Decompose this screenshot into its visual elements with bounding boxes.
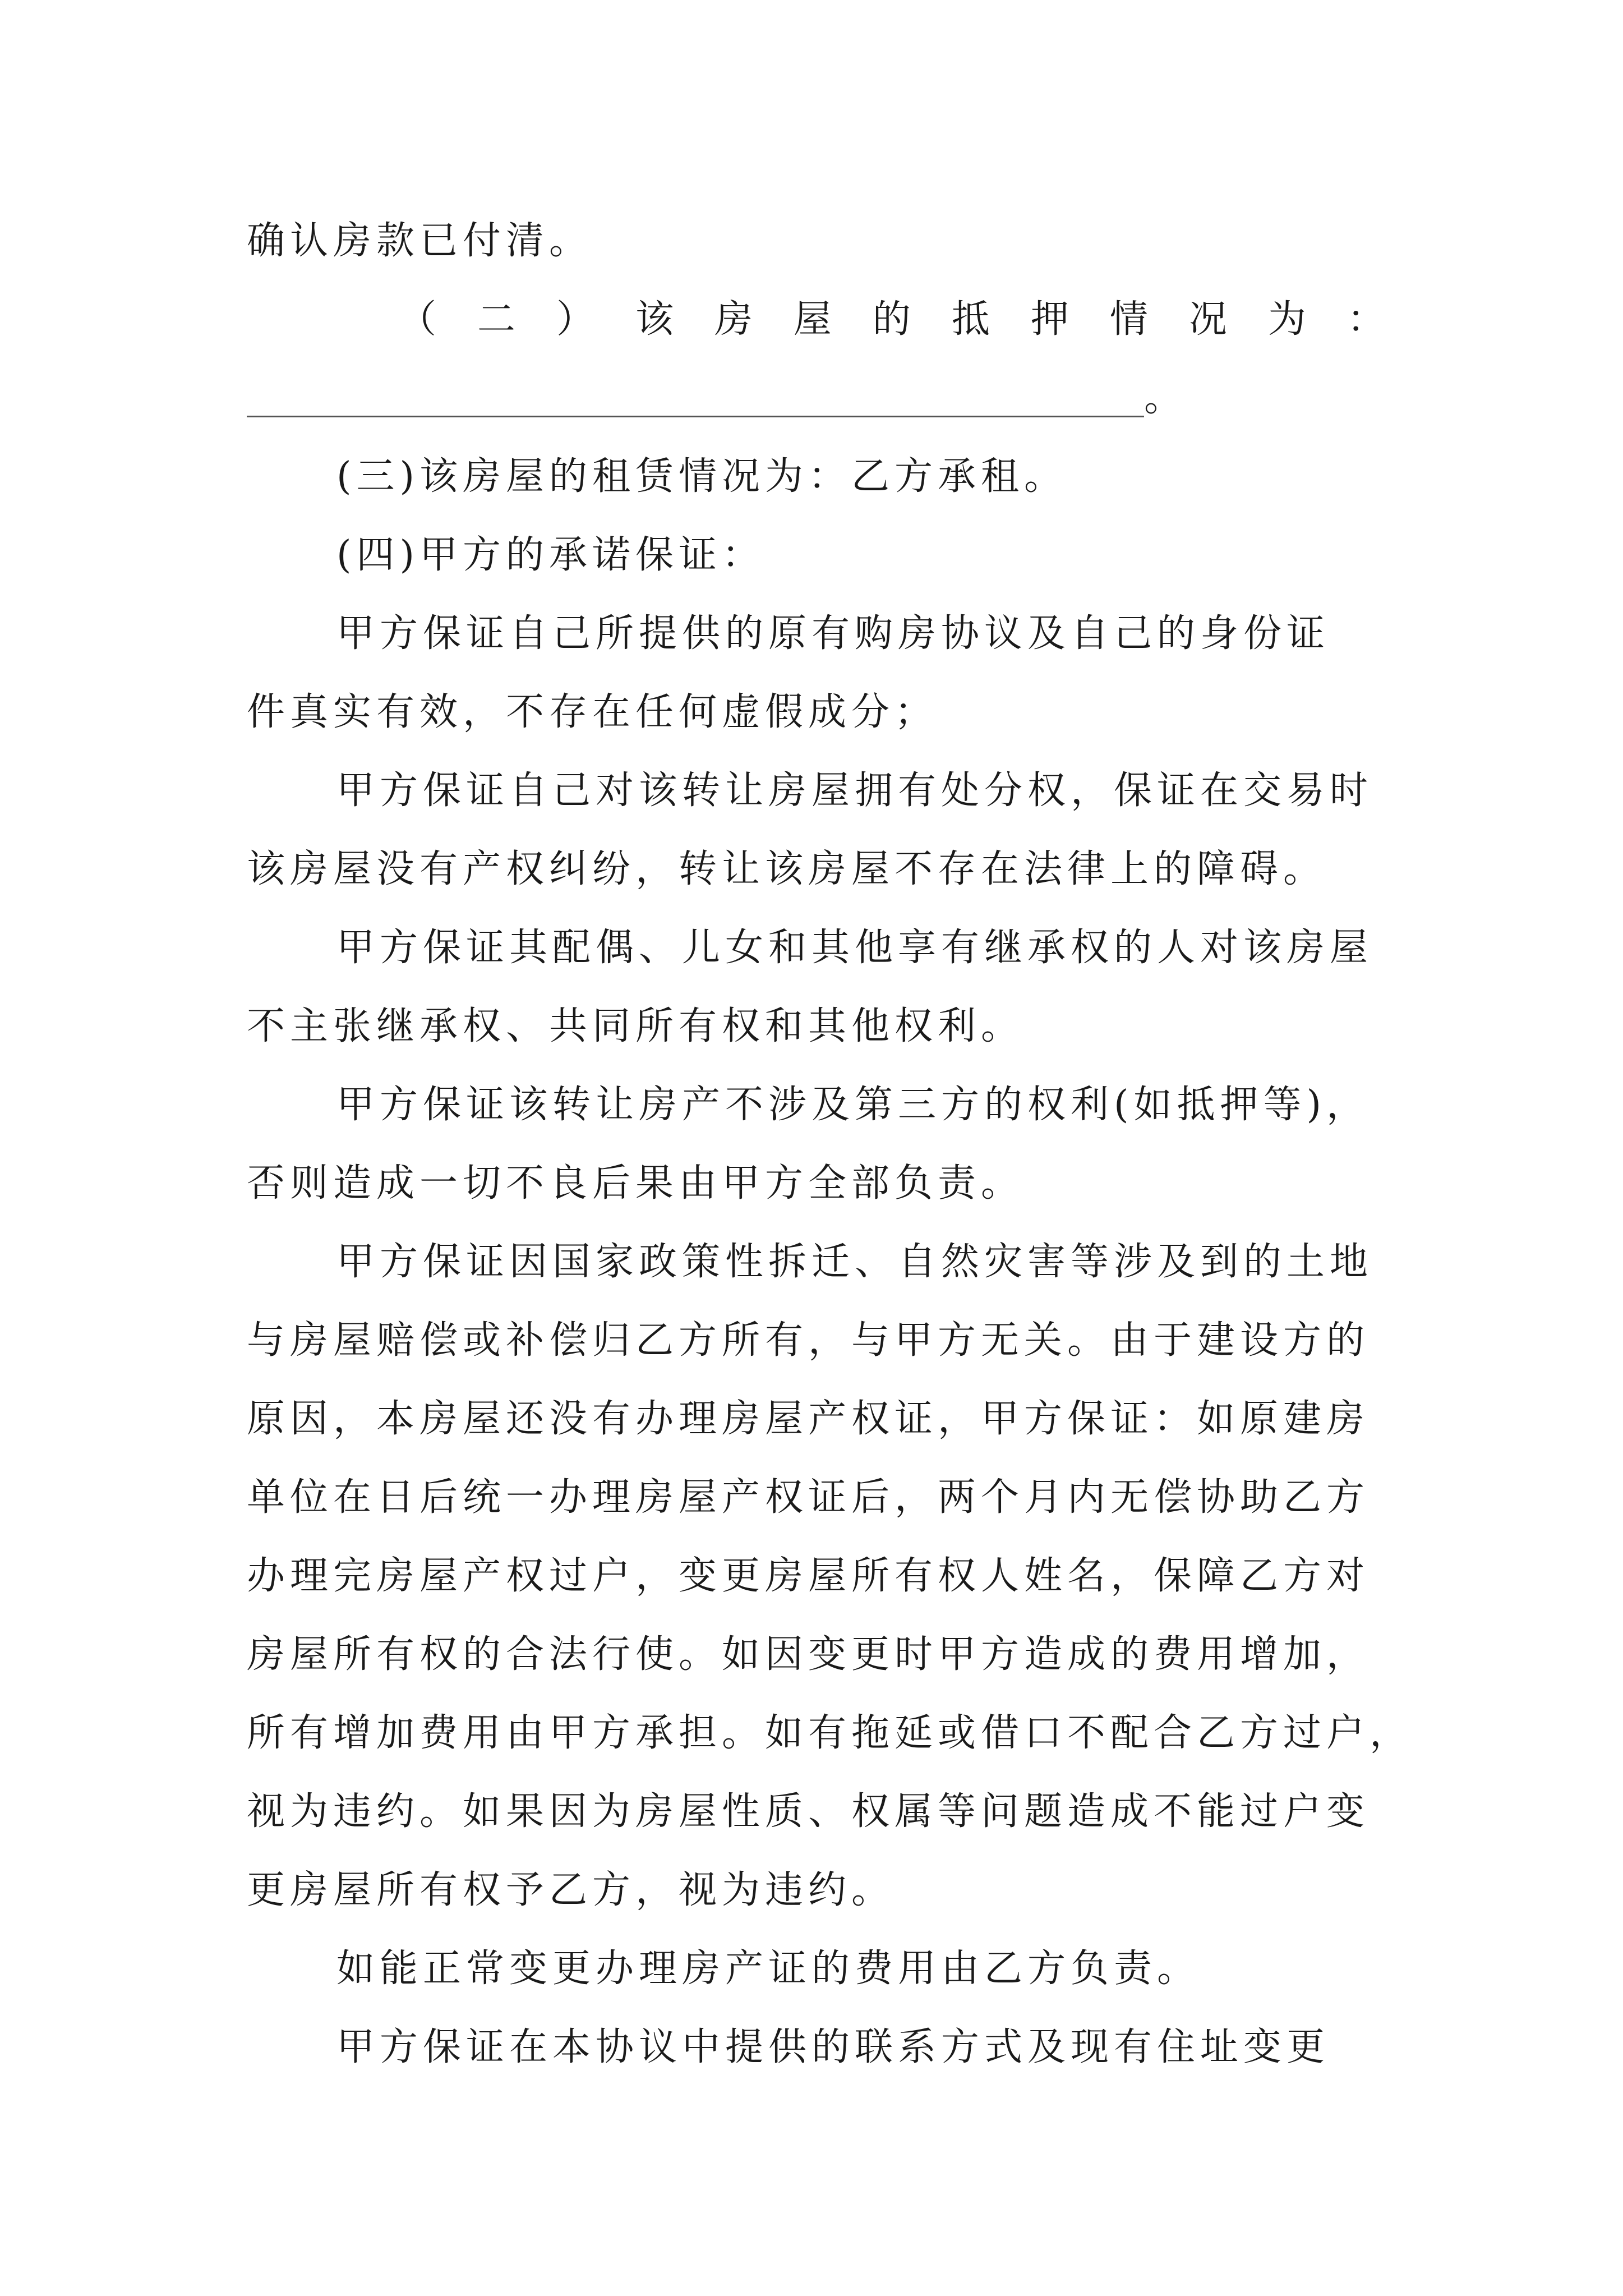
mortgage-blank-line: [247, 359, 1385, 438]
text-line: 办理完房屋产权过户，变更房屋所有权人姓名，保障乙方对: [247, 1554, 1370, 1598]
page-body: [247, 202, 1413, 2087]
mortgage-heading-line: [247, 280, 1385, 359]
char: 抵: [951, 297, 990, 342]
char: 屋: [793, 297, 832, 342]
text-line: 否则造成一切不良后果由甲方全部负责。: [247, 1161, 1025, 1205]
period: 。: [1144, 376, 1188, 420]
text-line: 确认房款已付清。: [247, 219, 593, 263]
char: 为: [1267, 297, 1306, 342]
fill-in-blank: [247, 376, 1144, 417]
text-line: 甲方保证其配偶、儿女和其他享有继承权的人对该房屋: [336, 926, 1373, 970]
text-line: (三)该房屋的租赁情况为：乙方承租。: [336, 454, 1068, 499]
text-line: 甲方保证自己所提供的原有购房协议及自己的身份证: [336, 611, 1330, 656]
char: ）: [556, 297, 594, 342]
char: 房: [714, 297, 753, 342]
text-line: 单位在日后统一办理房屋产权证后，两个月内无偿协助乙方: [247, 1475, 1370, 1520]
text-line: 所有增加费用由甲方承担。如有拖延或借口不配合乙方过户，: [247, 1711, 1413, 1755]
text-line: 甲方保证在本协议中提供的联系方式及现有住址变更: [336, 2025, 1330, 2069]
text-line: 甲方保证该转让房产不涉及第三方的权利(如抵押等)，: [336, 1083, 1370, 1127]
text-line: 件真实有效，不存在任何虚假成分；: [247, 690, 938, 734]
char: ：: [1347, 297, 1385, 342]
char: 的: [872, 297, 911, 342]
text-line: (四)甲方的承诺保证：: [336, 533, 766, 577]
text-line: 不主张继承权、共同所有权和其他权利。: [247, 1004, 1025, 1048]
text-line: 甲方保证自己对该转让房屋拥有处分权，保证在交易时: [336, 769, 1373, 813]
char: 该: [635, 297, 674, 342]
char: 况: [1188, 297, 1227, 342]
char: 二: [477, 297, 515, 342]
text-line: 甲方保证因国家政策性拆迁、自然灾害等涉及到的土地: [336, 1240, 1373, 1284]
char: （: [398, 297, 437, 342]
text-line: 更房屋所有权予乙方，视为违约。: [247, 1868, 895, 1912]
text-line: 房屋所有权的合法行使。如因变更时甲方造成的费用增加，: [247, 1632, 1370, 1677]
text-line: 与房屋赔偿或补偿归乙方所有，与甲方无关。由于建设方的: [247, 1318, 1370, 1363]
text-line: 原因，本房屋还没有办理房屋产权证，甲方保证：如原建房: [247, 1397, 1370, 1441]
char: 情: [1109, 297, 1148, 342]
text-line: 视为违约。如果因为房屋性质、权属等问题造成不能过户变: [247, 1789, 1370, 1834]
text-line: 如能正常变更办理房产证的费用由乙方负责。: [336, 1947, 1201, 1991]
char: 押: [1030, 297, 1069, 342]
text-line: 该房屋没有产权纠纷，转让该房屋不存在法律上的障碍。: [247, 847, 1327, 891]
